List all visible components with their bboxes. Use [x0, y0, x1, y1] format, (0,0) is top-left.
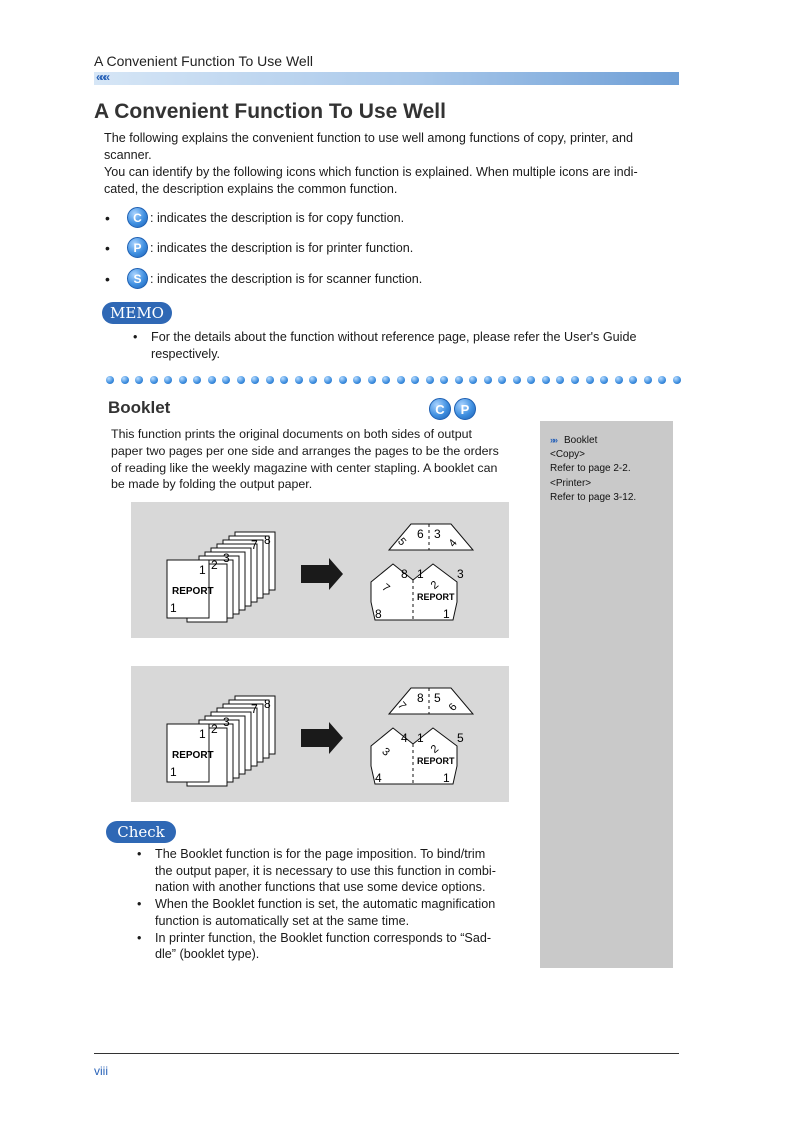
separator-dot [644, 376, 652, 384]
stack-page-8: 8 [264, 697, 271, 711]
text-line: paper two pages per one side and arranges the pages to be the orders [111, 443, 499, 458]
bullet: • [137, 897, 142, 912]
text-line: The Booklet function is for the page imposition. To bind/trim [155, 847, 486, 861]
booklet-page: 8 [375, 607, 382, 621]
separator-dot [426, 376, 434, 384]
booklet-page: 7 [379, 581, 392, 595]
sidebar-heading: Booklet [564, 435, 598, 446]
booklet-description [111, 426, 536, 493]
icon-bullet-copy [105, 207, 404, 228]
sidebar-link-printer[interactable]: Refer to page 3-12. [550, 491, 637, 503]
separator-dot [498, 376, 506, 384]
text-line: scanner. [104, 148, 152, 162]
booklet-page: 6 [446, 701, 460, 714]
booklet-page: 8 [401, 567, 408, 581]
booklet-figure-2 [131, 666, 509, 802]
separator-dot [222, 376, 230, 384]
memo-item [133, 329, 683, 363]
bullet: • [105, 239, 110, 256]
separator-dot [629, 376, 637, 384]
printer-p-icon: P [454, 398, 476, 420]
scanner-s-icon: S [127, 268, 148, 289]
bullet: • [105, 209, 110, 226]
page-title: A Convenient Function To Use Well [94, 100, 446, 123]
reference-arrow-icon: »» [550, 435, 557, 445]
booklet-illustration [131, 666, 509, 802]
stack-page-1a: 1 [199, 727, 206, 741]
stack-page-3: 3 [223, 715, 230, 729]
separator-dot [353, 376, 361, 384]
separator-dot [397, 376, 405, 384]
booklet-page: 1 [443, 771, 450, 785]
section-title-booklet: Booklet [108, 398, 171, 417]
icon-bullet-printer [105, 237, 413, 258]
stack-report-label: REPORT [172, 750, 214, 761]
intro-paragraph-1 [104, 130, 684, 164]
stack-page-2: 2 [211, 558, 218, 572]
memo-list [133, 329, 683, 363]
bullet-text: : indicates the description is for copy function. [150, 210, 405, 225]
right-arrow-icon [301, 558, 343, 590]
sidebar-line: <Printer> [550, 477, 592, 489]
dotted-separator [106, 376, 681, 388]
booklet-page: 2 [428, 742, 442, 756]
booklet-page: 3 [434, 527, 441, 541]
separator-dot [251, 376, 259, 384]
check-item [137, 930, 527, 963]
separator-dot [440, 376, 448, 384]
booklet-page: 1 [417, 731, 424, 745]
separator-dot [237, 376, 245, 384]
copy-c-icon: C [429, 398, 451, 420]
separator-dot [164, 376, 172, 384]
separator-dot [106, 376, 114, 384]
memo-badge: MEMO [102, 302, 172, 324]
text-line: The following explains the convenient function to use well among functions of copy, printer, and [104, 131, 634, 145]
separator-dot [571, 376, 579, 384]
stack-report-label: REPORT [172, 586, 214, 597]
separator-dot [658, 376, 666, 384]
footer-rule [94, 1053, 679, 1054]
booklet-page: 8 [417, 691, 424, 705]
check-list [137, 846, 527, 963]
booklet-figure-1 [131, 502, 509, 638]
text-line: When the Booklet function is set, the automatic magnification [155, 897, 496, 912]
text-line: the output paper, it is necessary to use this function in combi- [155, 863, 496, 878]
booklet-page: 5 [395, 535, 409, 549]
stack-page-8: 8 [264, 533, 271, 547]
booklet-page: 5 [457, 731, 464, 745]
booklet-illustration [131, 502, 509, 638]
intro-paragraph-2 [104, 164, 684, 198]
icon-bullet-scanner [105, 268, 422, 289]
check-badge: Check [106, 821, 176, 843]
stack-page-7: 7 [251, 702, 258, 716]
booklet-page: 4 [375, 771, 382, 785]
separator-dot [484, 376, 492, 384]
running-head: A Convenient Function To Use Well [94, 53, 313, 69]
booklet-page: 4 [446, 537, 460, 550]
booklet-page: 5 [434, 691, 441, 705]
separator-dot [513, 376, 521, 384]
separator-dot [586, 376, 594, 384]
text-line: cated, the description explains the common function. [104, 182, 398, 196]
booklet-page: 3 [457, 567, 464, 581]
separator-dot [411, 376, 419, 384]
right-arrow-icon [301, 722, 343, 754]
page-number: viii [94, 1064, 108, 1078]
separator-dot [455, 376, 463, 384]
booklet-page: 4 [401, 731, 408, 745]
booklet-page: 6 [417, 527, 424, 541]
section-function-icons [429, 398, 478, 420]
separator-dot [179, 376, 187, 384]
text-line: nation with another functions that use some device options. [155, 880, 486, 895]
bullet-text: : indicates the description is for scanner function. [150, 271, 423, 286]
separator-dot [368, 376, 376, 384]
text-line: respectively. [151, 347, 221, 361]
text-line: For the details about the function without reference page, please refer the User's Guide [151, 330, 637, 344]
triple-chevron-icon: ««« [96, 70, 108, 84]
text-line: be made by folding the output paper. [111, 477, 313, 492]
separator-dot [527, 376, 535, 384]
text-line: of reading like the weekly magazine with center stapling. A booklet can [111, 460, 498, 475]
separator-dot [295, 376, 303, 384]
text-line: This function prints the original documents on both sides of output [111, 427, 472, 441]
booklet-page: 2 [428, 578, 442, 592]
text-line: function is automatically set at the same time. [155, 913, 410, 928]
bullet: • [137, 847, 142, 861]
booklet-page: 1 [443, 607, 450, 621]
header-gradient-bar [94, 72, 679, 85]
separator-dot [150, 376, 158, 384]
printer-p-icon: P [127, 237, 148, 258]
separator-dot [193, 376, 201, 384]
separator-dot [135, 376, 143, 384]
stack-page-1a: 1 [199, 563, 206, 577]
separator-dot [324, 376, 332, 384]
booklet-page: 3 [379, 745, 392, 759]
booklet-page: 1 [417, 567, 424, 581]
stack-page-1b: 1 [170, 601, 177, 615]
separator-dot [208, 376, 216, 384]
stack-page-1b: 1 [170, 765, 177, 779]
separator-dot [469, 376, 477, 384]
bullet: • [133, 330, 138, 344]
bullet: • [137, 930, 142, 945]
sidebar-line: <Copy> [550, 449, 586, 461]
separator-dot [542, 376, 550, 384]
separator-dot [673, 376, 681, 384]
separator-dot [266, 376, 274, 384]
text-line: In printer function, the Booklet function corresponds to “Sad- [155, 930, 492, 945]
separator-dot [615, 376, 623, 384]
copy-c-icon: C [127, 207, 148, 228]
sidebar-references [550, 433, 670, 505]
stack-page-3: 3 [223, 551, 230, 565]
separator-dot [280, 376, 288, 384]
booklet-report-label: REPORT [417, 756, 455, 766]
bullet: • [105, 270, 110, 287]
text-line: You can identify by the following icons which function is explained. When multiple icons are indi- [104, 165, 638, 179]
check-item [137, 846, 527, 896]
sidebar-link-copy[interactable]: Refer to page 2-2. [550, 463, 631, 475]
stack-page-7: 7 [251, 538, 258, 552]
separator-dot [121, 376, 129, 384]
separator-dot [600, 376, 608, 384]
separator-dot [309, 376, 317, 384]
text-line: dle” (booklet type). [155, 947, 260, 962]
bullet-text: : indicates the description is for printer function. [150, 240, 414, 255]
separator-dot [382, 376, 390, 384]
stack-page-2: 2 [211, 722, 218, 736]
separator-dot [556, 376, 564, 384]
check-item [137, 896, 527, 929]
booklet-report-label: REPORT [417, 592, 455, 602]
separator-dot [339, 376, 347, 384]
booklet-page: 7 [395, 699, 409, 713]
